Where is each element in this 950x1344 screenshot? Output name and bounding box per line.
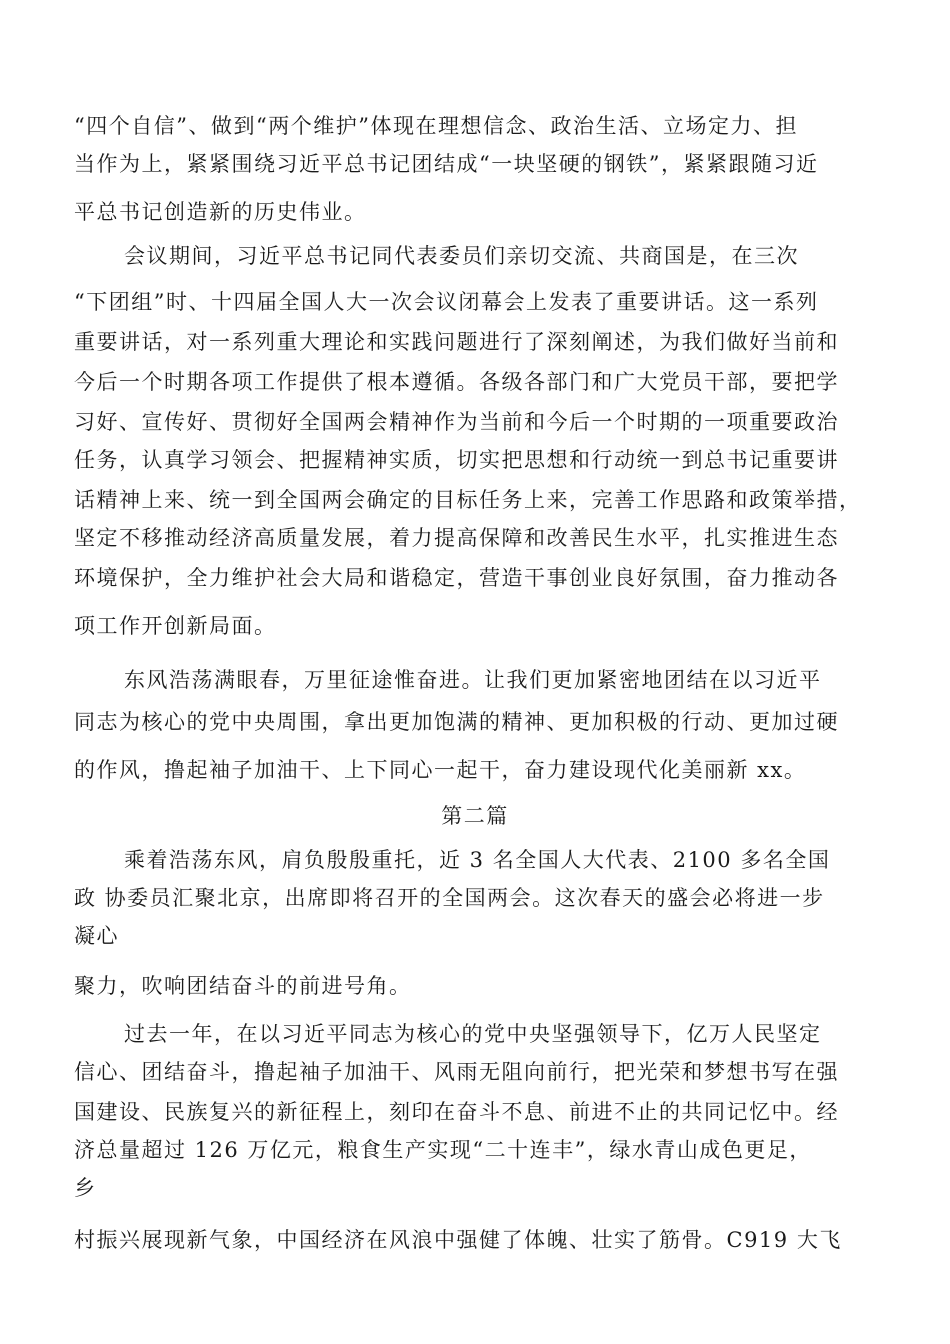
text-line: 乡	[74, 1176, 97, 1200]
text-line: “四个自信”、做到“两个维护”体现在理想信念、政治生活、立场定力、担	[74, 114, 798, 138]
text-line: 坚定不移推动经济高质量发展，着力提高保障和改善民生水平，扎实推进生态	[74, 526, 839, 550]
text-line: 聚力，吹响团结奋斗的前进号角。	[74, 974, 412, 998]
text-line: 凝心	[74, 924, 119, 948]
text-line: 济总量超过 126 万亿元，粮食生产实现“二十连丰”，绿水青山成色更足，	[74, 1138, 812, 1162]
text-line: 平总书记创造新的历史伟业。	[74, 200, 367, 224]
text-line: 当作为上，紧紧围绕习近平总书记团结成“一块坚硬的钢铁”，紧紧跟随习近	[74, 152, 819, 176]
text-line: 话精神上来、统一到全国两会确定的目标任务上来，完善工作思路和政策举措，	[74, 488, 862, 512]
text-line: 的作风，撸起袖子加油干、上下同心一起干，奋力建设现代化美丽新 xx。	[74, 758, 807, 782]
text-line: “下团组”时、十四届全国人大一次会议闭幕会上发表了重要讲话。这一系列	[74, 290, 819, 314]
text-line: 东风浩荡满眼春，万里征途惟奋进。让我们更加紧密地团结在以习近平	[124, 668, 822, 692]
text-line: 国建设、民族复兴的新征程上，刻印在奋斗不息、前进不止的共同记忆中。经	[74, 1100, 839, 1124]
text-line: 今后一个时期各项工作提供了根本遵循。各级各部门和广大党员干部，要把学	[74, 370, 839, 394]
text-line: 乘着浩荡东风，肩负殷殷重托，近 3 名全国人大代表、2100 多名全国	[124, 848, 831, 872]
section-heading: 第二篇	[441, 804, 509, 828]
text-line: 任务，认真学习领会、把握精神实质，切实把思想和行动统一到总书记重要讲	[74, 448, 839, 472]
text-line: 重要讲话，对一系列重大理论和实践问题进行了深刻阐述，为我们做好当前和	[74, 330, 839, 354]
text-line: 过去一年，在以习近平同志为核心的党中央坚强领导下，亿万人民坚定	[124, 1022, 822, 1046]
text-line: 习好、宣传好、贯彻好全国两会精神作为当前和今后一个时期的一项重要政治	[74, 410, 839, 434]
text-line: 村振兴展现新气象，中国经济在风浪中强健了体魄、壮实了筋骨。C919 大飞	[74, 1228, 842, 1252]
text-line: 环境保护，全力维护社会大局和谐稳定，营造干事创业良好氛围，奋力推动各	[74, 566, 839, 590]
text-line: 会议期间，习近平总书记同代表委员们亲切交流、共商国是，在三次	[124, 244, 799, 268]
text-line: 政 协委员汇聚北京，出席即将召开的全国两会。这次春天的盛会必将进一步	[74, 886, 825, 910]
text-line: 信心、团结奋斗，撸起袖子加油干、风雨无阻向前行，把光荣和梦想书写在强	[74, 1060, 839, 1084]
text-line: 同志为核心的党中央周围，拿出更加饱满的精神、更加积极的行动、更加过硬	[74, 710, 839, 734]
text-line: 项工作开创新局面。	[74, 614, 277, 638]
